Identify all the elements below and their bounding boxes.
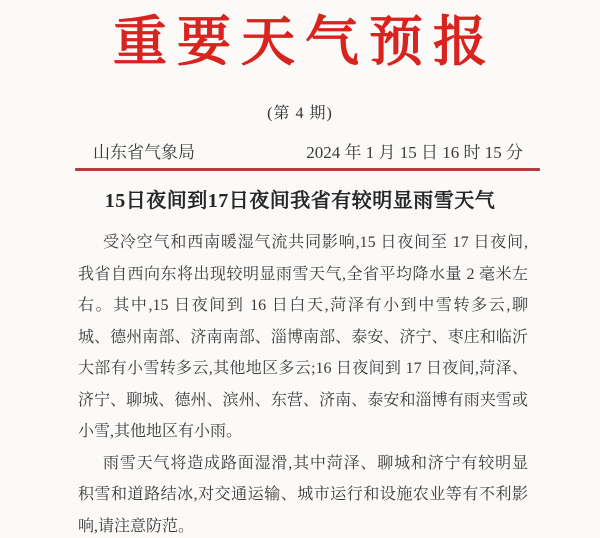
issue-number: (第 4 期) <box>267 105 333 122</box>
document-title: 重要天气预报 <box>113 12 497 72</box>
paragraph2-line-3: 响,请注意防范。 <box>78 517 195 535</box>
paragraph1-line-6: 济宁、聊城、德州、滨州、东营、济南、泰安和淄博有雨夹雪或 <box>78 391 528 409</box>
paragraph1-line-4: 城、德州南部、济南南部、淄博南部、泰安、济宁、枣庄和临沂 <box>78 328 528 346</box>
forecast-body <box>78 227 528 538</box>
agency-name: 山东省气象局 <box>93 143 195 162</box>
issue-datetime: 2024 年 1 月 15 日 16 时 15 分 <box>306 143 523 162</box>
paragraph1-line-1: 受冷空气和西南暖湿气流共同影响,15 日夜间至 17 日夜间, <box>103 234 528 251</box>
meta-row <box>93 142 523 164</box>
header-divider-rule <box>75 168 540 171</box>
forecast-headline: 15日夜间到17日夜间我省有较明显雨雪天气 <box>104 190 496 212</box>
paragraph2-line-2: 积雪和道路结冰,对交通运输、城市运行和设施农业等有不利影 <box>78 486 528 503</box>
paragraph1-line-5: 大部有小雪转多云,其他地区多云;16 日夜间到 17 日夜间,菏泽、 <box>78 360 528 377</box>
paragraph2-line-1: 雨雪天气将造成路面湿滑,其中菏泽、聊城和济宁有较明显 <box>103 454 528 472</box>
paragraph1-line-7: 小雪,其他地区有小雨。 <box>78 423 243 440</box>
paragraph1-line-3: 右。其中,15 日夜间到 16 日白天,菏泽有小到中雪转多云,聊 <box>78 297 528 314</box>
paragraph1-line-2: 我省自西向东将出现较明显雨雪天气,全省平均降水量 2 毫米左 <box>78 265 528 283</box>
